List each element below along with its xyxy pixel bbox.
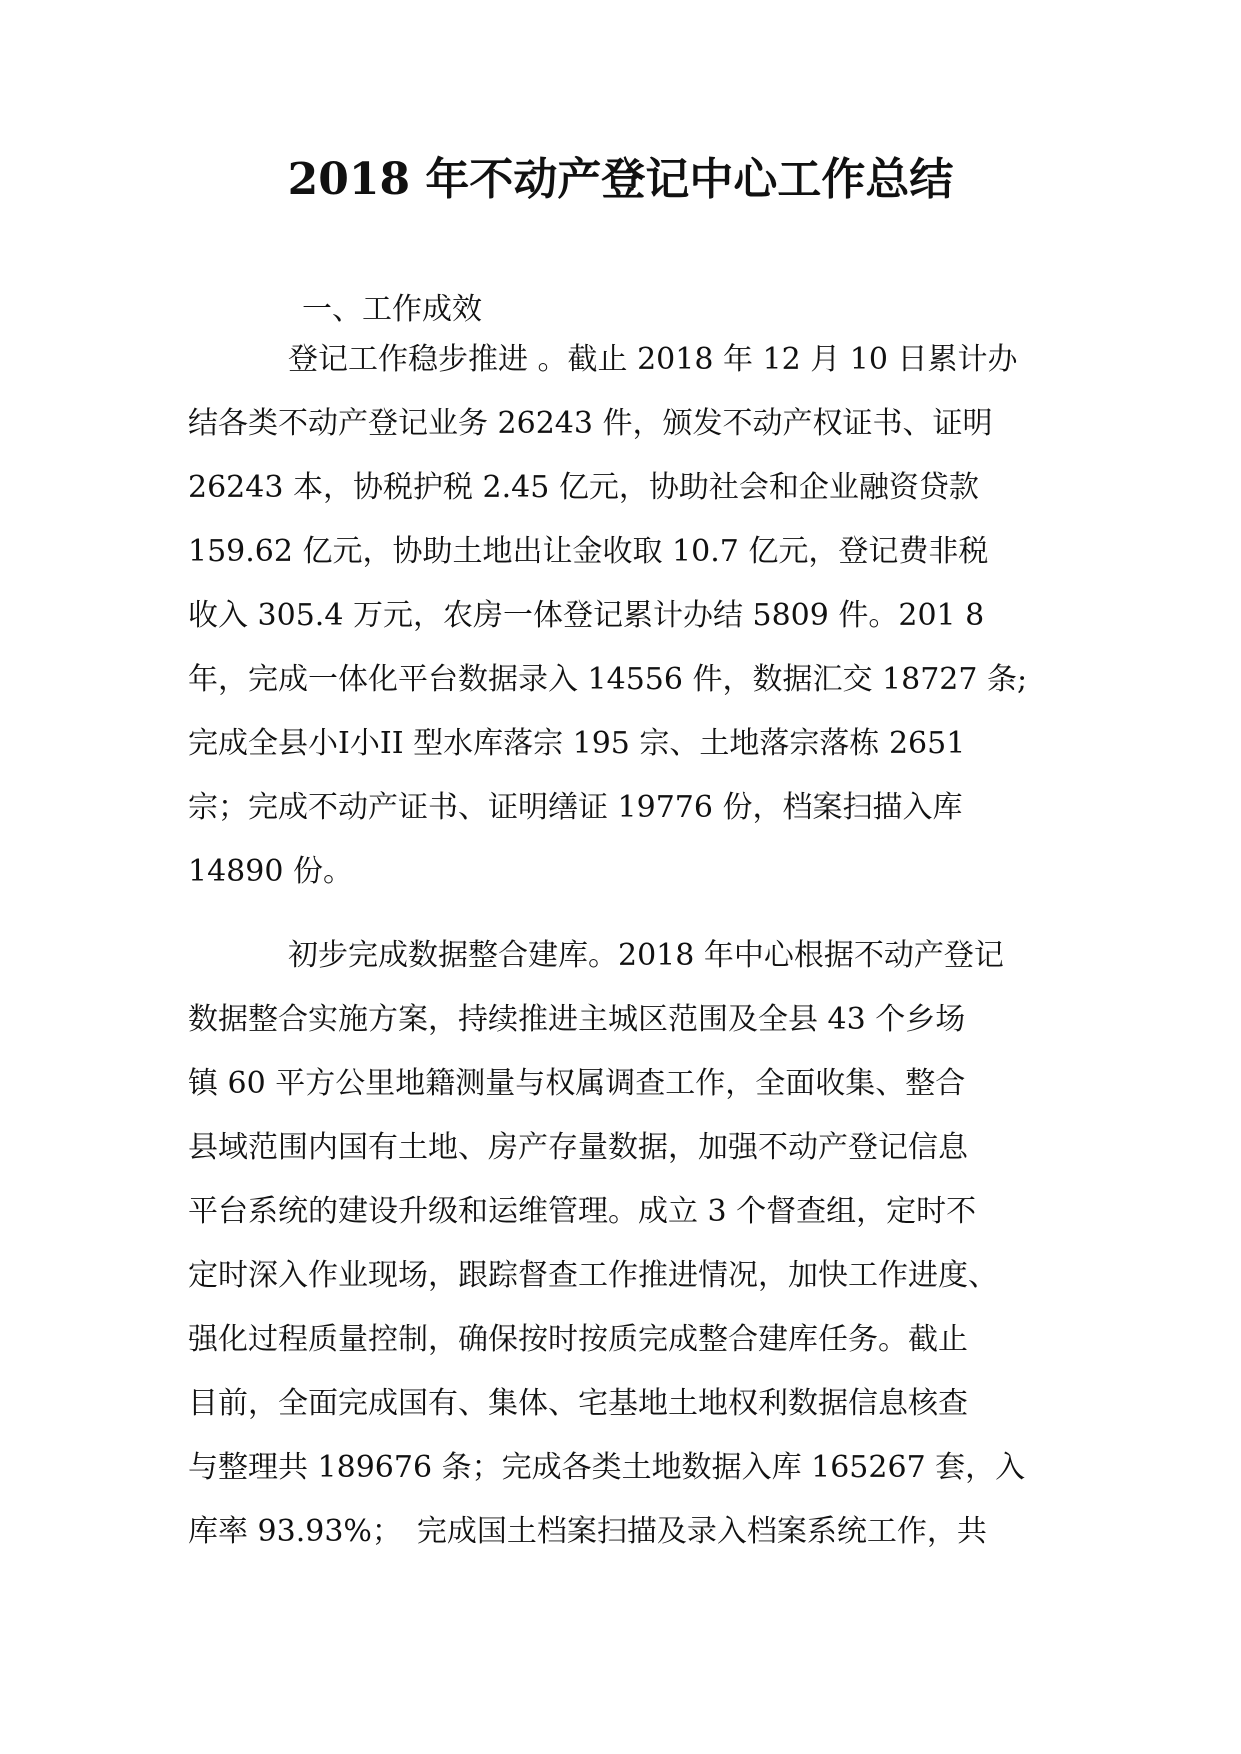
- section-heading: 一、工作成效: [302, 292, 482, 327]
- text-line: 宗；完成不动产证书、证明缮证 19776 份，档案扫描入库: [188, 790, 963, 825]
- text-line: 数据整合实施方案，持续推进主城区范围及全县 43 个乡场: [188, 1002, 966, 1037]
- text-line: 目前，全面完成国有、集体、宅基地土地权利数据信息核查: [188, 1386, 968, 1421]
- text-line: 库率 93.93%； 完成国土档案扫描及录入档案系统工作，共: [188, 1514, 987, 1549]
- text-line: 年，完成一体化平台数据录入 14556 件，数据汇交 18727 条;: [188, 662, 1028, 697]
- text-line: 强化过程质量控制，确保按时按质完成整合建库任务。截止: [188, 1322, 968, 1357]
- document-title: 2018 年不动产登记中心工作总结: [287, 154, 954, 205]
- text-line: 登记工作稳步推进 。截止 2018 年 12 月 10 日累计办: [288, 342, 1018, 377]
- text-line: 镇 60 平方公里地籍测量与权属调查工作，全面收集、整合: [188, 1066, 966, 1101]
- text-line: 26243 本，协税护税 2.45 亿元，协助社会和企业融资贷款: [188, 470, 979, 505]
- text-line: 完成全县小Ⅰ小II 型水库落宗 195 宗、土地落宗落栋 2651: [188, 726, 966, 761]
- text-line: 结各类不动产登记业务 26243 件，颁发不动产权证书、证明: [188, 406, 993, 441]
- text-line: 平台系统的建设升级和运维管理。成立 3 个督查组，定时不: [188, 1194, 977, 1229]
- text-line: 14890 份。: [188, 854, 353, 889]
- text-line: 定时深入作业现场，跟踪督查工作推进情况，加快工作进度、: [188, 1258, 998, 1293]
- text-line: 初步完成数据整合建库。2018 年中心根据不动产登记: [288, 938, 1004, 973]
- text-line: 159.62 亿元，协助土地出让金收取 10.7 亿元，登记费非税: [188, 534, 989, 569]
- text-line: 收入 305.4 万元，农房一体登记累计办结 5809 件。201 8: [188, 598, 985, 633]
- text-line: 与整理共 189676 条；完成各类土地数据入库 165267 套，入: [188, 1450, 1026, 1485]
- text-line: 县域范围内国有土地、房产存量数据，加强不动产登记信息: [188, 1130, 968, 1165]
